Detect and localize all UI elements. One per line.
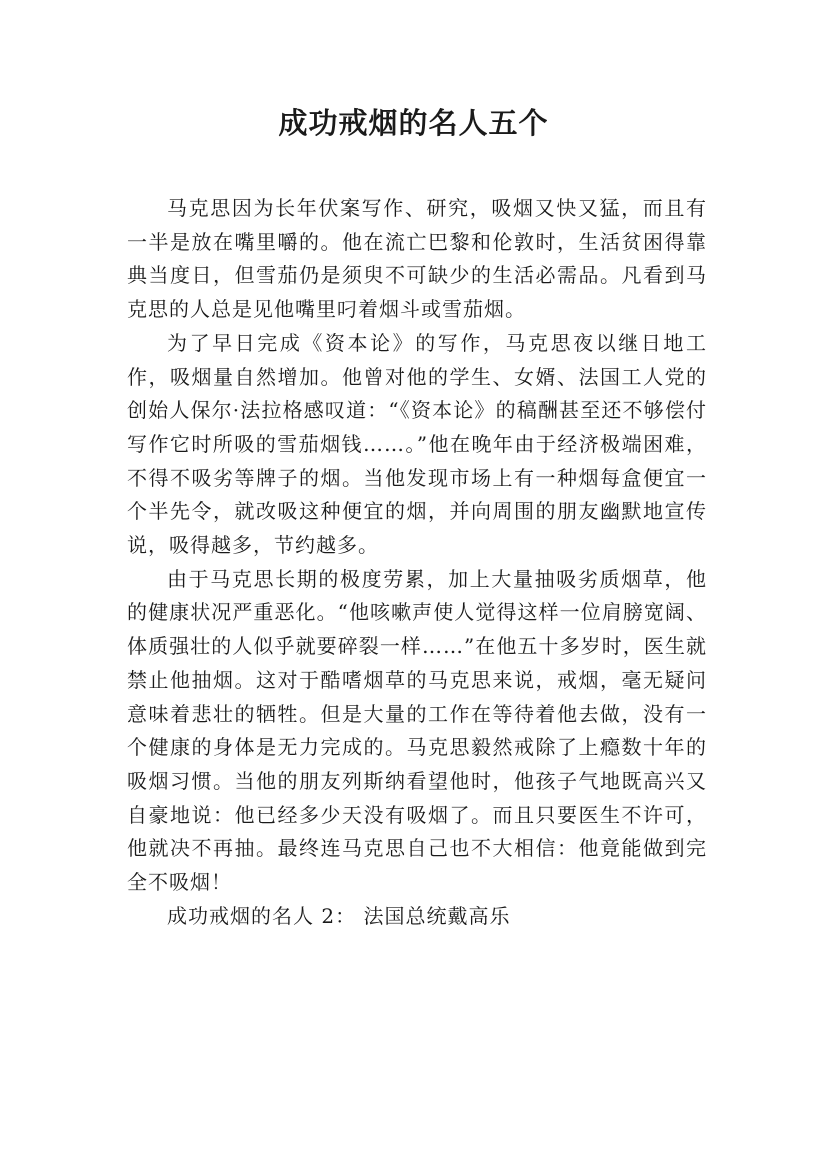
paragraph-3: 由于马克思长期的极度劳累，加上大量抽吸劣质烟草，他的健康状况严重恶化。“他咳嗽声使人觉得这样一位肩膀宽阔、体质强壮的人似乎就要碎裂一样……”在他五十多岁时，医生就禁止他抽烟。这对于酷嗜烟草的马克思来说，戒烟，毫无疑问意味着悲壮的牺牲。但是大量的工作在等待着他去做，没有一个健康的身体是无力完成的。马克思毅然戒除了上瘾数十年的吸烟习惯。当他的朋友列斯纳看望他时，他孩子气地既高兴又自豪地说：他已经多少天没有吸烟了。而且只要医生不许可，他就决不再抽。最终连马克思自己也不大相信：他竟能做到完全不吸烟！ — [127, 566, 707, 895]
document-body — [127, 192, 707, 933]
paragraph-1: 马克思因为长年伏案写作、研究，吸烟又快又猛，而且有一半是放在嘴里嚼的。他在流亡巴黎和伦敦时，生活贫困得靠典当度日，但雪茄仍是须臾不可缺少的生活必需品。凡看到马克思的人总是见他嘴里叼着烟斗或雪茄烟。 — [127, 196, 707, 322]
document-title: 成功戒烟的名人五个 — [278, 106, 549, 140]
paragraph-2: 为了早日完成《资本论》的写作，马克思夜以继日地工作，吸烟量自然增加。他曾对他的学生、女婿、法国工人党的创始人保尔·法拉格感叹道：“《资本论》的稿酬甚至还不够偿付写作它时所吸的雪茄烟钱……。”他在晚年由于经济极端困难，不得不吸劣等牌子的烟。当他发现市场上有一种烟每盒便宜一个半先令，就改吸这种便宜的烟，并向周围的朋友幽默地宣传说，吸得越多，节约越多。 — [127, 330, 707, 558]
section-heading: 成功戒烟的名人 2： 法国总统戴高乐 — [167, 903, 511, 928]
